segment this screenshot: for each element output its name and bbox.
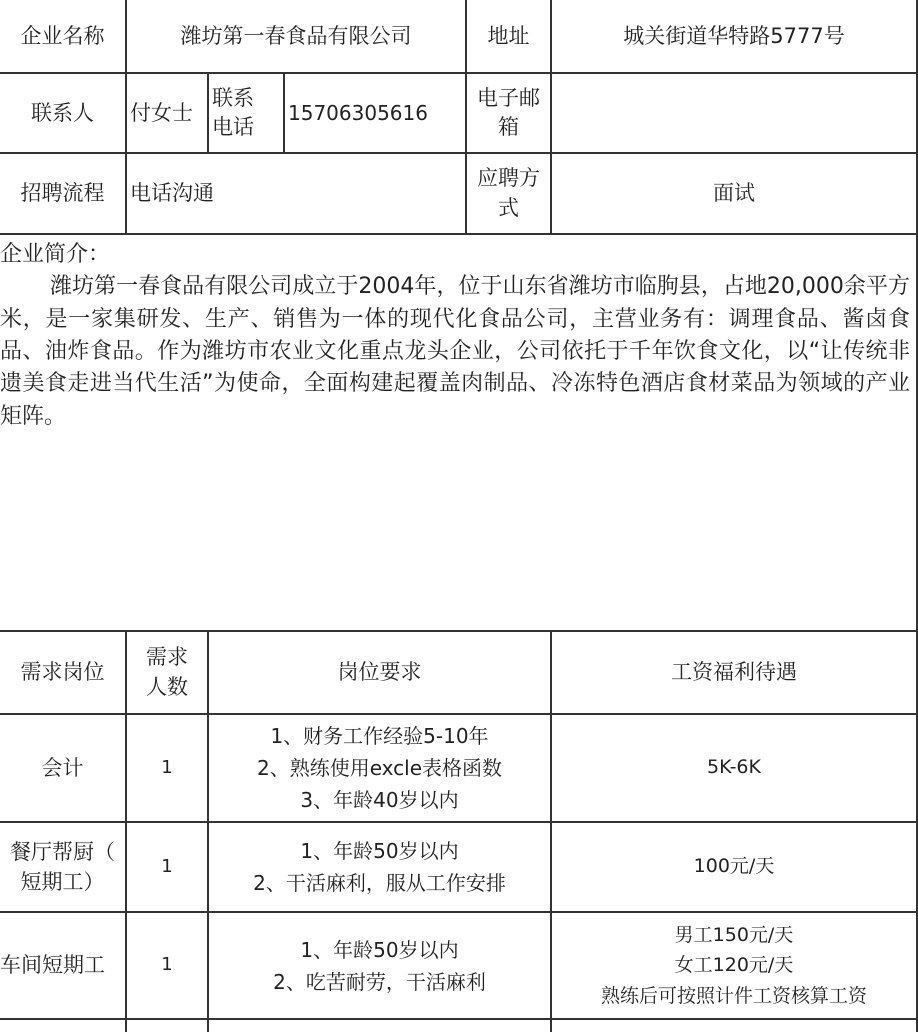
email-label-line-1: 电子邮 [477,85,540,110]
next-row-cell [127,1020,209,1032]
job-salary [552,913,918,1020]
process-value: 电话沟通 [127,154,467,235]
company-name-label: 企业名称 [0,0,127,74]
apply-method-label [467,154,552,235]
salary-line: 男工150元/天 [674,923,794,946]
address-label: 地址 [467,0,552,74]
requirement-line: 1、财务工作经验5-10年 [270,724,489,748]
apply-method-value: 面试 [552,154,918,235]
header-requirements: 岗位要求 [209,632,552,715]
requirement-line: 2、吃苦耐劳，干活麻利 [273,969,486,994]
job-count: 1 [127,715,209,823]
salary-line: 女工120元/天 [674,954,794,977]
header-count-line-2: 人数 [146,674,188,699]
phone-label-line-1: 联系 [212,85,254,110]
job-requirements [209,913,552,1020]
job-count: 1 [127,913,209,1020]
header-salary: 工资福利待遇 [552,632,918,715]
position-line: 短期工） [20,870,105,894]
phone-label [209,74,285,154]
job-requirements [209,823,552,913]
address-value: 城关街道华特路5777号 [552,0,918,74]
job-position-workshop-temp: 车间短期工 [0,913,127,1020]
next-row-cell [0,1020,127,1032]
next-row-cell [209,1020,552,1032]
company-name-value: 潍坊第一春食品有限公司 [127,0,467,74]
job-salary: 5K-6K [552,715,918,823]
contact-label: 联系人 [0,74,127,154]
job-count: 1 [127,823,209,913]
header-count-line-1: 需求 [146,645,188,670]
process-label: 招聘流程 [0,154,127,235]
requirement-line: 2、熟练使用excle表格函数 [256,756,503,780]
company-intro-label: 企业简介： [0,242,111,267]
salary-line: 熟练后可按照计件工资核算工资 [600,984,867,1007]
email-value [552,74,918,154]
job-position-accountant: 会计 [0,715,127,823]
phone-value: 15706305616 [285,74,467,154]
position-line: 餐厅帮厨（ [10,839,115,864]
company-intro-text: 潍坊第一春食品有限公司成立于2004年，位于山东省潍坊市临朐县，占地20,000余平方米，是一家集研发、生产、销售为一体的现代化食品公司，主营业务有：调理食品、酱卤食品、油炸食品。作为潍坊市农业文化重点龙头企业，公司依托于千年饮食文化，以“让传统非遗美食走进当代生活”为使命，全面构建起覆盖肉制品、冷冻特色酒店食材菜品为领域的产业矩阵。 [0,274,910,429]
requirement-line: 3、年龄40岁以内 [300,788,459,812]
company-intro [0,235,918,632]
job-salary: 100元/天 [552,823,918,913]
email-label-line-2: 箱 [498,115,519,139]
apply-label-line-1: 应聘方 [477,166,540,191]
requirement-line: 2、干活麻利，服从工作安排 [253,871,506,895]
header-count [127,632,209,715]
apply-label-line-2: 式 [498,195,519,220]
phone-label-line-2: 电话 [212,115,254,139]
header-position: 需求岗位 [0,632,127,715]
email-label [467,74,552,154]
requirement-line: 1、年龄50岁以内 [300,937,459,962]
job-requirements [209,715,552,823]
requirement-line: 1、年龄50岁以内 [300,839,459,863]
contact-value: 付女士 [127,74,209,154]
job-position-kitchen-helper [0,823,127,913]
next-row-cell [552,1020,918,1032]
